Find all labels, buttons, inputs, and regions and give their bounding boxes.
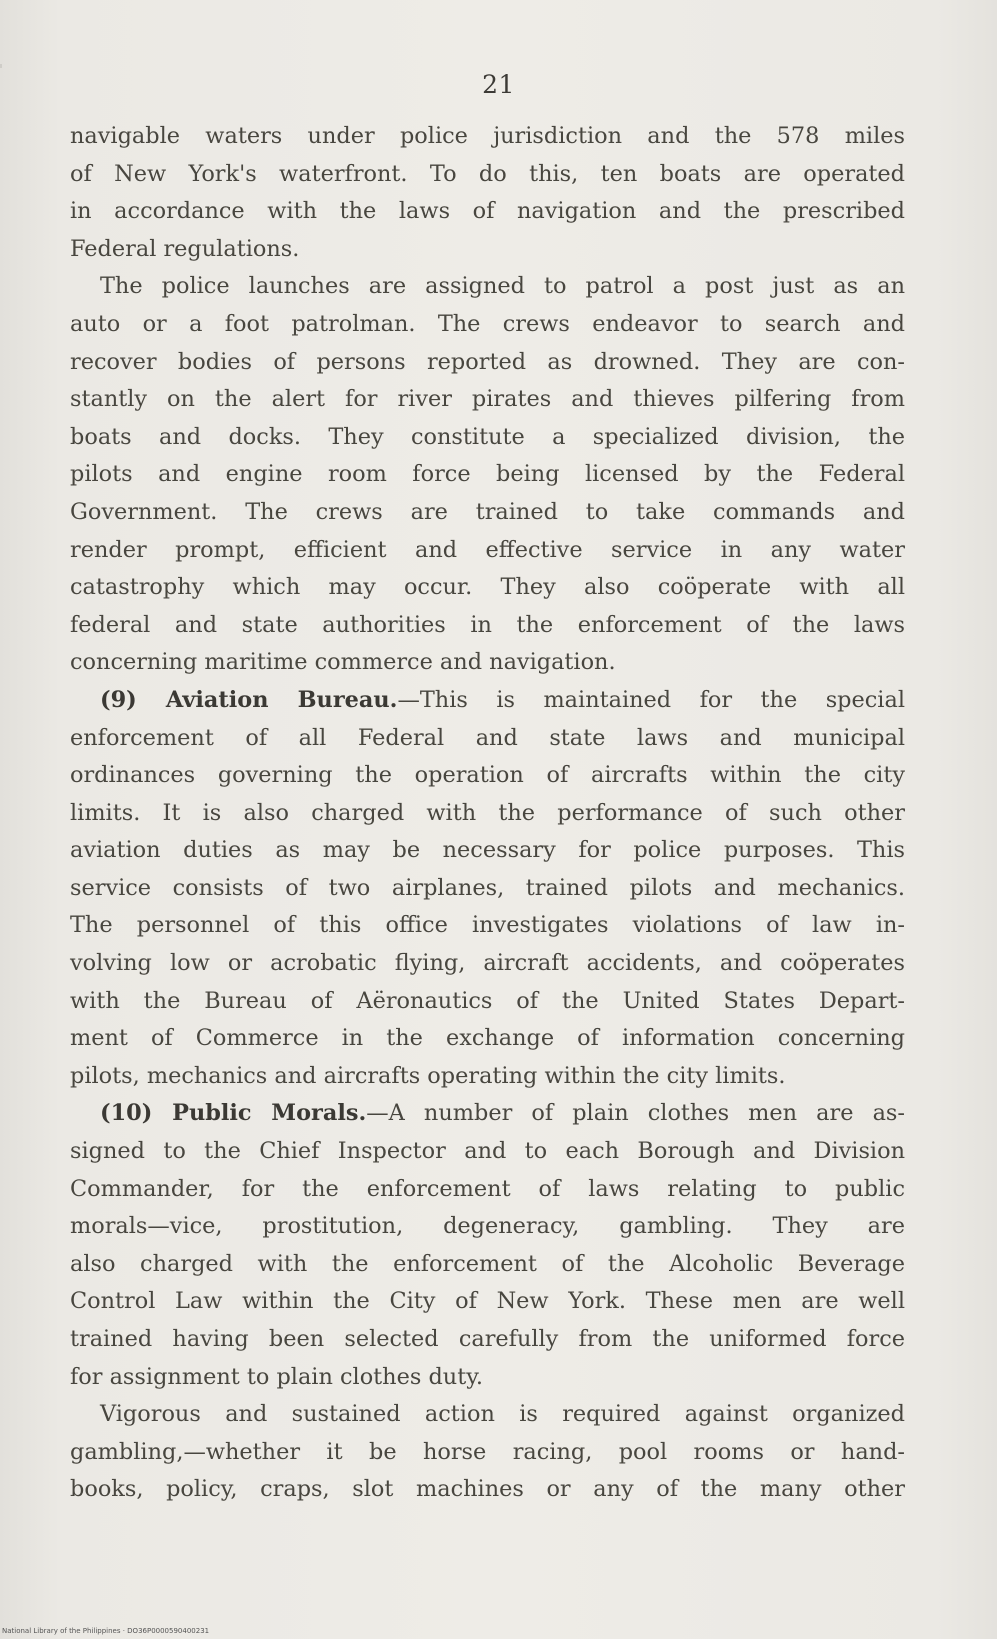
text-line: The personnel of this office investigates violations of law in- <box>70 912 905 939</box>
text-line: with the Bureau of Aëronautics of the United States Depart- <box>70 987 905 1014</box>
text-line: Control Law within the City of New York. These men are well <box>70 1288 905 1315</box>
paragraph-aviation-bureau <box>70 682 905 1096</box>
text-line: volving low or acrobatic flying, aircraft accidents, and coöperates <box>70 950 905 977</box>
paragraph-public-morals <box>70 1095 905 1396</box>
text-line: ordinances governing the operation of aircrafts within the city <box>70 762 905 789</box>
section-heading-aviation-bureau: (9) Aviation Bureau. <box>100 686 398 713</box>
text-line: Federal regulations. <box>70 235 300 262</box>
text-line: of New York's waterfront. To do this, ten boats are operated <box>70 160 905 187</box>
text-line: gambling,—whether it be horse racing, pool rooms or hand- <box>70 1438 905 1465</box>
text-line: aviation duties as may be necessary for police purposes. This <box>70 837 905 864</box>
text-line: pilots and engine room force being licensed by the Federal <box>70 461 905 488</box>
text-line <box>70 682 905 720</box>
text-line: also charged with the enforcement of the Alcoholic Beverage <box>70 1250 905 1277</box>
text-line: pilots, mechanics and aircrafts operating within the city limits. <box>70 1062 786 1089</box>
heading-line-rest: —This is maintained for the special <box>397 686 905 713</box>
text-line: The police launches are assigned to patrol a post just as an <box>100 273 905 300</box>
body-text <box>70 118 905 1509</box>
text-line: limits. It is also charged with the performance of such other <box>70 799 905 826</box>
text-line: boats and docks. They constitute a specialized division, the <box>70 423 905 450</box>
scan-edge-mark <box>0 64 2 68</box>
text-line: stantly on the alert for river pirates and thieves pilfering from <box>70 386 905 413</box>
text-line: recover bodies of persons reported as drowned. They are con- <box>70 348 905 375</box>
text-line: render prompt, efficient and effective service in any water <box>70 536 905 563</box>
text-line: Commander, for the enforcement of laws relating to public <box>70 1175 905 1202</box>
text-line: Vigorous and sustained action is required against organized <box>100 1401 905 1428</box>
text-line: catastrophy which may occur. They also coöperate with all <box>70 574 905 601</box>
text-line: enforcement of all Federal and state laws and municipal <box>70 724 905 751</box>
text-line: trained having been selected carefully from the uniformed force <box>70 1326 905 1352</box>
text-line: ment of Commerce in the exchange of information concerning <box>70 1025 905 1052</box>
paragraph-gambling-action <box>70 1396 905 1509</box>
text-line: navigable waters under police jurisdiction and the 578 miles <box>70 123 905 149</box>
text-line: service consists of two airplanes, trained pilots and mechanics. <box>70 874 905 901</box>
paragraph-police-launches <box>70 268 905 682</box>
text-line: Government. The crews are trained to take commands and <box>70 498 905 525</box>
text-line: signed to the Chief Inspector and to each Borough and Division <box>70 1138 905 1165</box>
text-line: auto or a foot patrolman. The crews endeavor to search and <box>70 310 905 337</box>
text-line: in accordance with the laws of navigation and the prescribed <box>70 198 905 225</box>
text-line: for assignment to plain clothes duty. <box>70 1363 483 1390</box>
text-line: books, policy, craps, slot machines or any of the many other <box>70 1476 905 1503</box>
text-line: concerning maritime commerce and navigation. <box>70 649 616 676</box>
section-heading-public-morals: (10) Public Morals. <box>100 1100 367 1127</box>
paragraph-waterfront-continuation <box>70 118 905 268</box>
scan-footer-note: National Library of the Philippines · DO36P0000590400231 <box>2 1627 210 1635</box>
heading-line-rest: —A number of plain clothes men are as- <box>366 1100 905 1127</box>
text-line: morals—vice, prostitution, degeneracy, gambling. They are <box>70 1213 905 1240</box>
page-number: 21 <box>482 70 515 99</box>
text-line: federal and state authorities in the enforcement of the laws <box>70 611 905 638</box>
text-line <box>70 1095 905 1133</box>
